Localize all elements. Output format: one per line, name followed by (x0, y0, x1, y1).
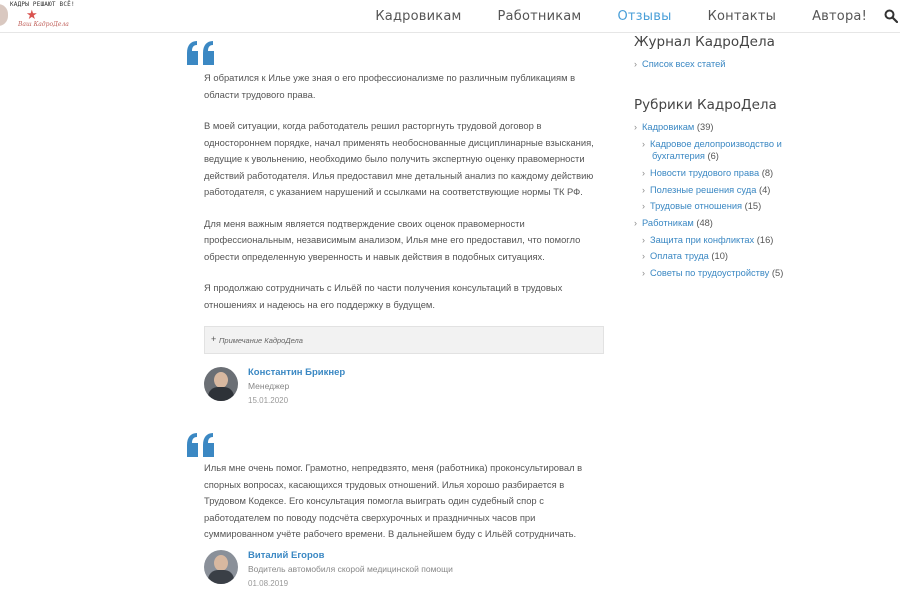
chevron-right-icon: › (634, 59, 637, 69)
testimonial-text (204, 70, 606, 328)
logo-title: КАДРЫ РЕШАЮТ ВСЁ! (10, 1, 75, 8)
testimonial-paragraph: Я продолжаю сотрудничать с Ильёй по части получения консультаций в трудовых отношениях и надеюсь на его поддержку в будущем. (204, 282, 563, 310)
author-role: Менеджер (248, 381, 290, 391)
search-icon[interactable] (884, 9, 898, 23)
author-role: Водитель автомобиля скорой медицинской помощи (248, 564, 453, 574)
quote-icon (186, 432, 216, 458)
logo-avatar-image (0, 4, 8, 26)
sidebar-item-all-articles[interactable]: › Список всех статей (634, 59, 726, 69)
sidebar-item-salary[interactable]: › Оплата труда (10) (642, 251, 728, 261)
author-name[interactable]: Константин Брикнер (248, 367, 346, 378)
journal-title: Журнал КадроДела (634, 34, 775, 50)
chevron-right-icon: › (634, 122, 637, 132)
testimonial-card (186, 432, 608, 600)
sidebar-item-records[interactable]: › Кадровое делопроизводство и (642, 139, 782, 149)
sidebar-item-news[interactable]: › Новости трудового права (8) (642, 168, 774, 178)
star-icon: ★ (26, 7, 38, 22)
testimonial-author (204, 550, 604, 590)
chevron-right-icon: › (642, 168, 645, 178)
chevron-right-icon: › (642, 268, 645, 278)
author-name[interactable]: Виталий Егоров (248, 550, 325, 561)
avatar (204, 367, 238, 401)
chevron-right-icon: › (642, 201, 645, 211)
testimonial-author (204, 367, 604, 407)
site-header (0, 0, 900, 33)
chevron-right-icon: › (634, 218, 637, 228)
quote-icon (186, 40, 216, 66)
nav-item-reviews[interactable]: Отзывы (617, 8, 672, 24)
author-date: 01.08.2019 (248, 579, 289, 588)
author-date: 15.01.2020 (248, 396, 289, 405)
nav-item-contacts[interactable]: Контакты (707, 8, 777, 24)
rubrics-title: Рубрики КадроДела (634, 97, 777, 113)
note-toggle[interactable] (204, 326, 604, 354)
sidebar-item-workers[interactable]: › Работникам (48) (634, 218, 713, 228)
site-logo[interactable] (0, 0, 75, 32)
testimonial-text (204, 460, 606, 558)
chevron-right-icon: › (642, 251, 645, 261)
chevron-right-icon: › (642, 235, 645, 245)
testimonial-card (186, 40, 608, 420)
nav-item-author[interactable]: Автора! (812, 8, 867, 24)
testimonial-paragraph: Я обратился к Илье уже зная о его профессионализме по различным публикациям в области трудового права. (204, 72, 576, 100)
nav-item-workers[interactable]: Работникам (497, 8, 582, 24)
sidebar-item-labor-relations[interactable]: › Трудовые отношения (15) (642, 201, 762, 211)
testimonial-paragraph: Для меня важным является подтверждение своих оценок правомерности профессиональным, независимым анализом, Илья мне его предоставил, что помогло обрести определенную уверенность и навык действия в подобных ситуациях. (204, 217, 581, 262)
sidebar-item-employment-tips[interactable]: › Советы по трудоустройству (5) (642, 268, 784, 278)
plus-icon: + (211, 334, 217, 344)
nav-item-hr[interactable]: Кадровикам (375, 8, 462, 24)
chevron-right-icon: › (642, 139, 645, 149)
testimonial-paragraph: В моей ситуации, когда работодатель решил расторгнуть трудовой договор в одностороннем порядке, начал применять необоснованные дисциплинарные взыскания, ведущие к увольнению, необходимо было получить экспертную оценку правомерности действий работодателя. Илья предоставил мне детальный анализ по каждому действию работодателя, с указанием нарушений и ссылками на соответствующие нормы ТК РФ. (204, 120, 594, 197)
avatar (204, 550, 238, 584)
chevron-right-icon: › (642, 185, 645, 195)
sidebar-item-records-line2[interactable]: бухгалтерия (6) (652, 151, 719, 161)
testimonial-paragraph: Илья мне очень помог. Грамотно, непредвзято, меня (работника) проконсультировал в спорных вопросах, касающихся трудовых отношений. Илья хорошо разбирается в Трудовом Кодексе. Его консультация помогла выиграть один судебный спор с работодателем по поводу подсчёта сверхурочных и праздничных часов при суммированном учёте рабочего времени. В дальнейшем буду с Ильёй сотрудничать. (204, 462, 583, 539)
main-nav (375, 0, 867, 32)
sidebar-item-conflicts[interactable]: › Защита при конфликтах (16) (642, 235, 774, 245)
sidebar-item-hr[interactable]: › Кадровикам (39) (634, 122, 714, 132)
sidebar-item-court[interactable]: › Полезные решения суда (4) (642, 185, 771, 195)
note-label: Примечание КадроДела (219, 336, 303, 345)
logo-signature: Ваш КадроДела (18, 21, 69, 28)
